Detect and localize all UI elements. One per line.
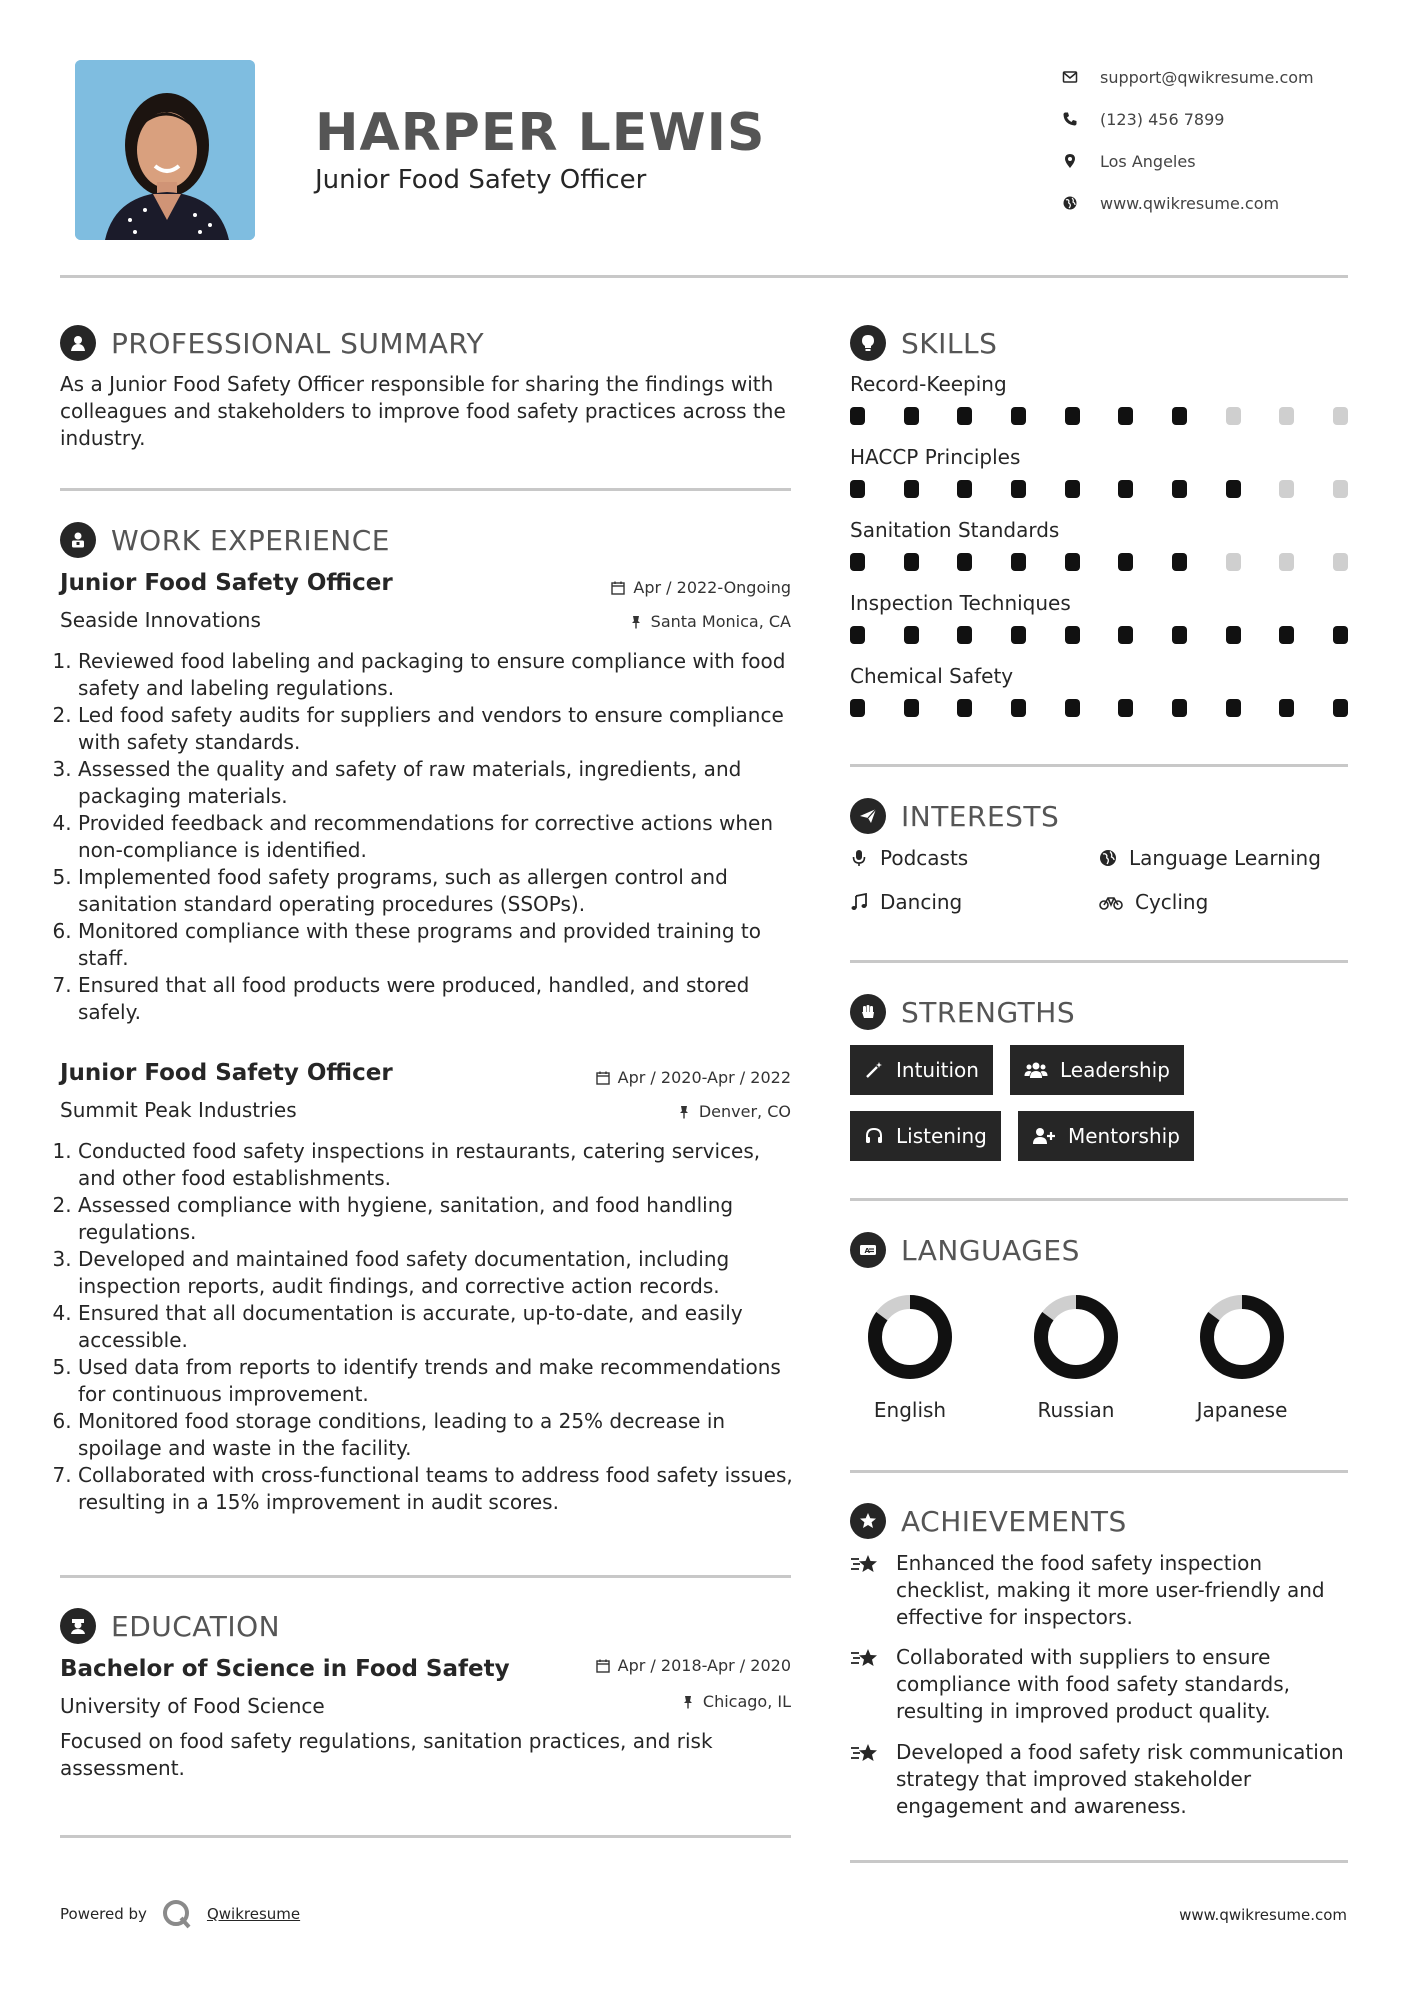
skill-dot-empty [1279, 553, 1294, 571]
skill-dot-filled [1226, 480, 1241, 498]
interest-label: Dancing [880, 890, 963, 914]
strength-label: Listening [896, 1124, 987, 1148]
skill-dot-empty [1279, 407, 1294, 425]
interest-label: Podcasts [880, 846, 969, 870]
summary-divider [60, 488, 791, 491]
user-plus-icon [1032, 1126, 1056, 1146]
skill-dot-filled [957, 407, 972, 425]
skill-dot-filled [1333, 626, 1348, 644]
education-dates [520, 1656, 791, 1675]
skill-dot-filled [1011, 626, 1026, 644]
pushpin-icon [677, 1105, 691, 1119]
contact-phone-text: (123) 456 7899 [1100, 109, 1225, 129]
skill-dot-empty [1226, 553, 1241, 571]
achievement-text: Collaborated with suppliers to ensure compliance with food safety standards, resulting in improved product quality. [896, 1645, 1291, 1723]
skill-dot-filled [1011, 699, 1026, 717]
candidate-name: HARPER LEWIS [315, 103, 766, 163]
skills-title: SKILLS [901, 326, 998, 360]
skill-dot-filled [1118, 480, 1133, 498]
bicycle-icon [1099, 893, 1123, 911]
users-icon [1024, 1060, 1048, 1080]
skill-dot-filled [1011, 553, 1026, 571]
skill-name: Record-Keeping [850, 372, 1007, 396]
summary-title: PROFESSIONAL SUMMARY [111, 326, 485, 360]
achievement-item [850, 1644, 1350, 1725]
pushpin-icon [629, 615, 643, 629]
job-2-duty: 7. Collaborated with cross-functional teams to address food safety issues, resulting in a 15% improvement in audit scores. [78, 1462, 795, 1516]
skill-dot-empty [1333, 553, 1348, 571]
skill-dot-empty [1333, 480, 1348, 498]
microphone-icon [850, 849, 868, 867]
interest-label: Cycling [1135, 890, 1209, 914]
skill-dot-filled [1118, 407, 1133, 425]
education-header [60, 1608, 280, 1644]
experience-title: WORK EXPERIENCE [111, 523, 390, 557]
achievement-text: Developed a food safety risk communication strategy that improved stakeholder engagement and awareness. [896, 1740, 1344, 1818]
interests-title: INTERESTS [901, 799, 1060, 833]
contact-email[interactable] [1062, 56, 1314, 98]
skill-dot-filled [1065, 699, 1080, 717]
shooting-star-icon [850, 1646, 880, 1672]
job-1-dates [520, 578, 791, 597]
skills-header [850, 325, 997, 361]
music-icon [850, 893, 868, 911]
interests-divider [850, 960, 1348, 963]
job-2-duty: 5. Used data from reports to identify trends and make recommendations for continuous improvement. [78, 1354, 795, 1408]
summary-text: As a Junior Food Safety Officer responsible for sharing the findings with colleagues and stakeholders to improve food safety practices across the industry. [60, 372, 786, 450]
strength-leadership [1010, 1045, 1184, 1095]
skill-dot-filled [1172, 699, 1187, 717]
graduate-icon [60, 1608, 96, 1644]
strength-listening [850, 1111, 1001, 1161]
skill-level-dots [850, 480, 1348, 498]
job-1-company: Seaside Innovations [60, 608, 261, 632]
pushpin-icon [681, 1695, 695, 1709]
skill-dot-filled [1011, 407, 1026, 425]
skill-dot-filled [1172, 480, 1187, 498]
strengths-header [850, 994, 1075, 1030]
skill-level-dots [850, 699, 1348, 717]
skill-dot-filled [1279, 699, 1294, 717]
star-badge-icon [850, 1503, 886, 1539]
interest-language-learning [1099, 846, 1321, 870]
skill-dot-filled [1118, 626, 1133, 644]
skill-dot-filled [1279, 626, 1294, 644]
skill-dot-filled [904, 480, 919, 498]
calendar-icon [596, 1659, 610, 1673]
language-level-ring [867, 1294, 953, 1380]
strength-label: Leadership [1060, 1058, 1170, 1082]
language-icon [850, 1232, 886, 1268]
job-2-duty: 6. Monitored food storage conditions, leading to a 25% decrease in spoilage and waste in the facility. [78, 1408, 795, 1462]
skill-dot-filled [957, 626, 972, 644]
summary-header [60, 325, 484, 361]
strength-mentorship [1018, 1111, 1194, 1161]
job-2-duty: 3. Developed and maintained food safety documentation, including inspection reports, audit findings, and corrective action records. [78, 1246, 795, 1300]
language-name: English [873, 1398, 947, 1422]
phone-icon [1062, 111, 1100, 127]
job-1-duty: 6. Monitored compliance with these programs and provided training to staff. [78, 918, 795, 972]
strength-label: Intuition [896, 1058, 979, 1082]
skill-dot-filled [904, 407, 919, 425]
calendar-icon [611, 581, 625, 595]
language-name: Russian [1037, 1398, 1115, 1422]
job-1-duty: 1. Reviewed food labeling and packaging to ensure compliance with food safety and labeling regulations. [78, 648, 795, 702]
contact-email-text: support@qwikresume.com [1100, 67, 1314, 87]
skill-dot-filled [1172, 626, 1187, 644]
skill-dot-empty [1279, 480, 1294, 498]
skill-dot-filled [1226, 626, 1241, 644]
education-degree: Bachelor of Science in Food Safety [60, 1656, 510, 1682]
education-location [520, 1692, 791, 1711]
skill-name: Chemical Safety [850, 664, 1014, 688]
skill-dot-filled [850, 407, 865, 425]
skill-dot-filled [1011, 480, 1026, 498]
job-1-location [520, 612, 791, 631]
skill-dot-filled [1118, 699, 1133, 717]
skill-dot-filled [1065, 626, 1080, 644]
languages-divider [850, 1470, 1348, 1473]
shooting-star-icon [850, 1741, 880, 1767]
languages-title: LANGUAGES [901, 1233, 1080, 1267]
skill-name: Sanitation Standards [850, 518, 1060, 542]
skill-dot-empty [1226, 407, 1241, 425]
contact-location [1062, 140, 1314, 182]
skill-dot-filled [1065, 480, 1080, 498]
education-description: Focused on food safety regulations, sanitation practices, and risk assessment. [60, 1729, 713, 1780]
languages-header [850, 1232, 1080, 1268]
skill-level-dots [850, 626, 1348, 644]
skill-dot-filled [850, 480, 865, 498]
skill-dot-filled [850, 626, 865, 644]
job-1-duty: 7. Ensured that all food products were produced, handled, and stored safely. [78, 972, 795, 1026]
job-1-duty: 2. Led food safety audits for suppliers and vendors to ensure compliance with safety standards. [78, 702, 795, 756]
language-item [1011, 1294, 1141, 1422]
language-level-ring [1033, 1294, 1119, 1380]
skill-dot-filled [1065, 553, 1080, 571]
fist-icon [850, 994, 886, 1030]
skill-dot-filled [957, 480, 972, 498]
education-divider [60, 1835, 791, 1838]
job-2-dates [520, 1068, 791, 1087]
globe-icon [1099, 849, 1117, 867]
job-1-title: Junior Food Safety Officer [60, 570, 393, 596]
profile-photo [75, 60, 255, 240]
skill-dot-filled [904, 553, 919, 571]
contact-location-text: Los Angeles [1100, 151, 1196, 171]
language-level-ring [1199, 1294, 1285, 1380]
education-school: University of Food Science [60, 1694, 325, 1718]
skill-dot-filled [1065, 407, 1080, 425]
job-2-location [520, 1102, 791, 1121]
job-1-duty: 5. Implemented food safety programs, such as allergen control and sanitation standard operating procedures (SSOPs). [78, 864, 795, 918]
footer-website[interactable]: www.qwikresume.com [1179, 1906, 1347, 1924]
skill-dot-filled [904, 626, 919, 644]
strengths-title: STRENGTHS [901, 995, 1076, 1029]
achievements-divider [850, 1860, 1348, 1863]
education-dates-text: Apr / 2018-Apr / 2020 [617, 1656, 791, 1675]
skill-dot-filled [904, 699, 919, 717]
skill-level-dots [850, 553, 1348, 571]
job-2-duty: 2. Assessed compliance with hygiene, sanitation, and food handling regulations. [78, 1192, 795, 1246]
paper-plane-icon [850, 798, 886, 834]
briefcase-user-icon [60, 522, 96, 558]
language-item [845, 1294, 975, 1422]
experience-header [60, 522, 390, 558]
skill-name: Inspection Techniques [850, 591, 1071, 615]
achievement-item [850, 1739, 1350, 1820]
experience-divider [60, 1575, 791, 1578]
language-item [1177, 1294, 1307, 1422]
lightbulb-icon [850, 325, 886, 361]
strengths-divider [850, 1198, 1348, 1201]
skill-dot-filled [957, 553, 972, 571]
skill-dot-filled [850, 553, 865, 571]
interest-cycling [1099, 890, 1208, 914]
job-2-title: Junior Food Safety Officer [60, 1060, 393, 1086]
language-name: Japanese [1196, 1398, 1288, 1422]
job-2-duties [60, 1138, 795, 1516]
job-2-duty: 4. Ensured that all documentation is accurate, up-to-date, and easily accessible. [78, 1300, 795, 1354]
job-2-dates-text: Apr / 2020-Apr / 2022 [617, 1068, 791, 1087]
job-2-location-text: Denver, CO [698, 1102, 791, 1121]
candidate-role: Junior Food Safety Officer [315, 165, 647, 195]
strength-label: Mentorship [1068, 1124, 1180, 1148]
interests-header [850, 798, 1059, 834]
header-divider [60, 275, 1348, 278]
achievements-title: ACHIEVEMENTS [901, 1504, 1127, 1538]
contact-block [1062, 56, 1314, 224]
contact-website-text: www.qwikresume.com [1100, 193, 1280, 213]
calendar-icon [596, 1071, 610, 1085]
education-title: EDUCATION [111, 1609, 281, 1643]
job-1-duties [60, 648, 795, 1026]
strength-intuition [850, 1045, 993, 1095]
skill-name: HACCP Principles [850, 445, 1021, 469]
qwikresume-link[interactable]: Qwikresume [206, 1905, 301, 1923]
user-icon [60, 325, 96, 361]
skill-dot-filled [1172, 553, 1187, 571]
skill-dot-filled [1118, 553, 1133, 571]
interest-label: Language Learning [1129, 846, 1321, 870]
achievement-text: Enhanced the food safety inspection checklist, making it more user-friendly and effective for inspectors. [896, 1551, 1325, 1629]
skill-dot-filled [850, 699, 865, 717]
skill-dot-filled [1172, 407, 1187, 425]
svg-text:A: A [864, 1247, 870, 1255]
shooting-star-icon [850, 1552, 880, 1578]
skill-dot-filled [1333, 699, 1348, 717]
interest-podcasts [850, 846, 968, 870]
contact-website[interactable] [1062, 182, 1314, 224]
skill-dot-empty [1333, 407, 1348, 425]
skills-divider [850, 764, 1348, 767]
achievements-header [850, 1503, 1127, 1539]
footer-powered-by [60, 1898, 300, 1930]
job-1-duty: 3. Assessed the quality and safety of raw materials, ingredients, and packaging materials. [78, 756, 795, 810]
skill-dot-filled [1226, 699, 1241, 717]
job-2-duty: 1. Conducted food safety inspections in restaurants, catering services, and other food establishments. [78, 1138, 795, 1192]
powered-by-text: Powered by [60, 1905, 147, 1923]
achievement-item [850, 1550, 1350, 1631]
job-2-company: Summit Peak Industries [60, 1098, 297, 1122]
contact-phone[interactable] [1062, 98, 1314, 140]
skill-level-dots [850, 407, 1348, 425]
globe-icon [1062, 195, 1100, 211]
job-1-duty: 4. Provided feedback and recommendations for corrective actions when non-compliance is identified. [78, 810, 795, 864]
magic-wand-icon [864, 1060, 884, 1080]
envelope-icon [1062, 69, 1100, 85]
job-1-location-text: Santa Monica, CA [650, 612, 791, 631]
map-pin-icon [1062, 153, 1100, 169]
headphones-icon [864, 1126, 884, 1146]
interest-dancing [850, 890, 962, 914]
skill-dot-filled [957, 699, 972, 717]
job-1-dates-text: Apr / 2022-Ongoing [633, 578, 791, 597]
qwikresume-logo-icon [161, 1898, 193, 1930]
education-location-text: Chicago, IL [702, 1692, 791, 1711]
